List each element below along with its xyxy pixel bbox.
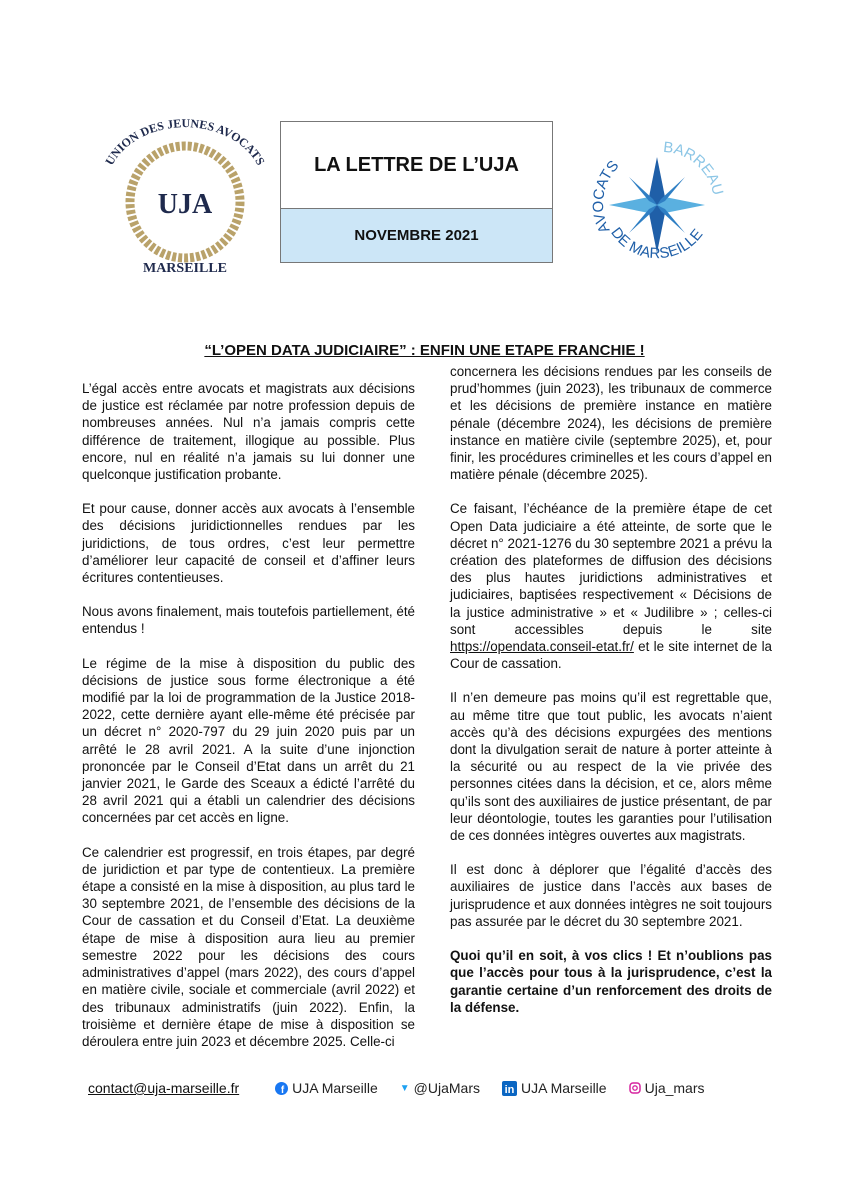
right-column	[450, 363, 772, 1033]
article-headline: “L’OPEN DATA JUDICIAIRE” : ENFIN UNE ETAPE FRANCHIE !	[204, 342, 645, 359]
paragraph: Il est donc à déplorer que l’égalité d’accès des auxiliaires de justice dans l’accès aux bases de jurisprudence et aux données intègres ne soit toujours pas assurée par le décret du 30 septembre 2021.	[450, 862, 772, 929]
paragraph-text: et le site internet de la Cour de cassation.	[450, 639, 772, 672]
facebook-link[interactable]	[275, 1080, 378, 1096]
closing-paragraph: Quoi qu’il en soit, à vos clics ! Et n’oublions pas que l’accès pour tous à la jurisprudence, c’est la garantie certaine d’un renforcement des droits de la défense.	[450, 948, 772, 1015]
linkedin-icon	[502, 1081, 517, 1096]
svg-text:BARREAU: BARREAU	[662, 138, 725, 197]
paragraph: Nous avons finalement, mais toutefois partiellement, été entendus !	[82, 604, 415, 637]
paragraph	[450, 500, 772, 672]
paragraph-text: Ce faisant, l’échéance de la première étape de cet Open Data judiciaire a été atteinte, de sorte que le décret n° 2021-1276 du 30 septembre 2021 a prévu la création des plateformes de diffusion des décisions des plus hautes juridictions administratives et judiciaires, baptisées respectivement « Décisions de la justice administrative » et « Judilibre » ; celles-ci sont accessibles depuis le site	[450, 501, 772, 637]
paragraph: L’égal accès entre avocats et magistrats aux décisions de justice est réclamée par notre profession depuis de nombreuses années. Nul n’a jamais compris cette différence de traitement, illogique au possible. Plus encore, nul en réalité n’a jamais su lui donner une quelconque justification probante.	[82, 381, 415, 483]
twitter-icon: ▼	[399, 1082, 410, 1094]
twitter-link[interactable]	[400, 1080, 480, 1096]
opendata-link[interactable]: https://opendata.conseil-etat.fr/	[450, 639, 634, 655]
barreau-marseille-logo	[585, 135, 725, 275]
facebook-icon	[275, 1082, 288, 1095]
svg-text:UNION DES JEUNES AVOCATS: UNION DES JEUNES AVOCATS	[102, 118, 268, 168]
linkedin-link[interactable]	[502, 1080, 607, 1096]
svg-text:MARSEILLE: MARSEILLE	[142, 261, 228, 276]
facebook-label: UJA Marseille	[292, 1080, 378, 1096]
paragraph: Ce calendrier est progressif, en trois étapes, par degré de juridiction et par type de contentieux. La première étape a consisté en la mise à disposition, au plus tard le 30 septembre 2021, de l’ensemble des décisions de la Cour de cassation et du Conseil d’Etat. La deuxième étape de mise à disposition aura lieu au premier semestre 2022 pour les décisions des cours administratives d’appel (mars 2022), des cours d’appel en matière civile, sociale et commerciale (avril 2022) et des tribunaux administratifs (juin 2022). Enfin, la troisième et dernière étape de mise à disposition se déroulera entre juin 2023 et décembre 2025. Celle-ci	[82, 844, 415, 1049]
svg-text:AVOCATS: AVOCATS	[589, 157, 623, 236]
linkedin-label: UJA Marseille	[521, 1080, 607, 1096]
left-column	[82, 380, 415, 1067]
svg-text:UJA: UJA	[157, 189, 213, 220]
svg-text:in: in	[504, 1083, 515, 1096]
footer-contacts	[88, 1080, 749, 1096]
svg-text:f: f	[280, 1084, 285, 1095]
uja-marseille-logo	[100, 118, 270, 278]
svg-text:DE MARSEILLE: DE MARSEILLE	[607, 224, 707, 263]
email-link[interactable]: contact@uja-marseille.fr	[88, 1080, 240, 1096]
newsletter-title: LA LETTRE DE L’UJA	[281, 122, 552, 209]
paragraph: Il n’en demeure pas moins qu’il est regrettable que, au même titre que tout public, les avocats n’aient accès qu’à des décisions expurgées des mentions dont la divulgation serait de nature à porter atteinte à la sécurité ou au respect de la vie privée des personnes citées dans la décision, et ce, alors même qu’ils sont des auxiliaires de justice présentant, de par leur déontologie, toutes les garanties pour l’utilisation de ces données intègres ouvertes aux magistrats.	[450, 690, 772, 844]
paragraph: Le régime de la mise à disposition du public des décisions de justice sous forme électronique a été modifié par la loi de programmation de la Justice 2018-2022, cette dernière ayant elle-même été précisée par un décret n° 2020-797 du 29 juin 2020 puis par un arrêté le 28 avril 2021. A la suite d’une injonction prononcée par le Conseil d’Etat dans un arrêt du 21 janvier 2021, le Garde des Sceaux a édicté l’arrêté du 28 avril 2021 qui a établi un calendrier des décisions concernées par cet accès en ligne.	[82, 655, 415, 826]
newsletter-date: NOVEMBRE 2021	[281, 209, 552, 262]
twitter-label: @UjaMars	[413, 1080, 480, 1096]
newsletter-title-box	[280, 121, 553, 263]
paragraph: Et pour cause, donner accès aux avocats à l’ensemble des décisions juridictionnelles rendues par les juridictions, de tous ordres, c’est leur permettre d’améliorer leur capacité de conseil et d’affiner leurs écritures contentieuses.	[82, 501, 415, 586]
paragraph: concernera les décisions rendues par les conseils de prud’hommes (juin 2023), les tribunaux de commerce et les décisions de première instance en matière pénale (décembre 2024), les décisions de première instance en matière civile (septembre 2025), et, pour finir, les procédures criminelles et les cours d’appel en matière pénale (décembre 2025).	[450, 364, 772, 483]
instagram-icon	[629, 1082, 641, 1094]
instagram-label: Uja_mars	[644, 1080, 705, 1096]
instagram-link[interactable]	[629, 1080, 705, 1096]
